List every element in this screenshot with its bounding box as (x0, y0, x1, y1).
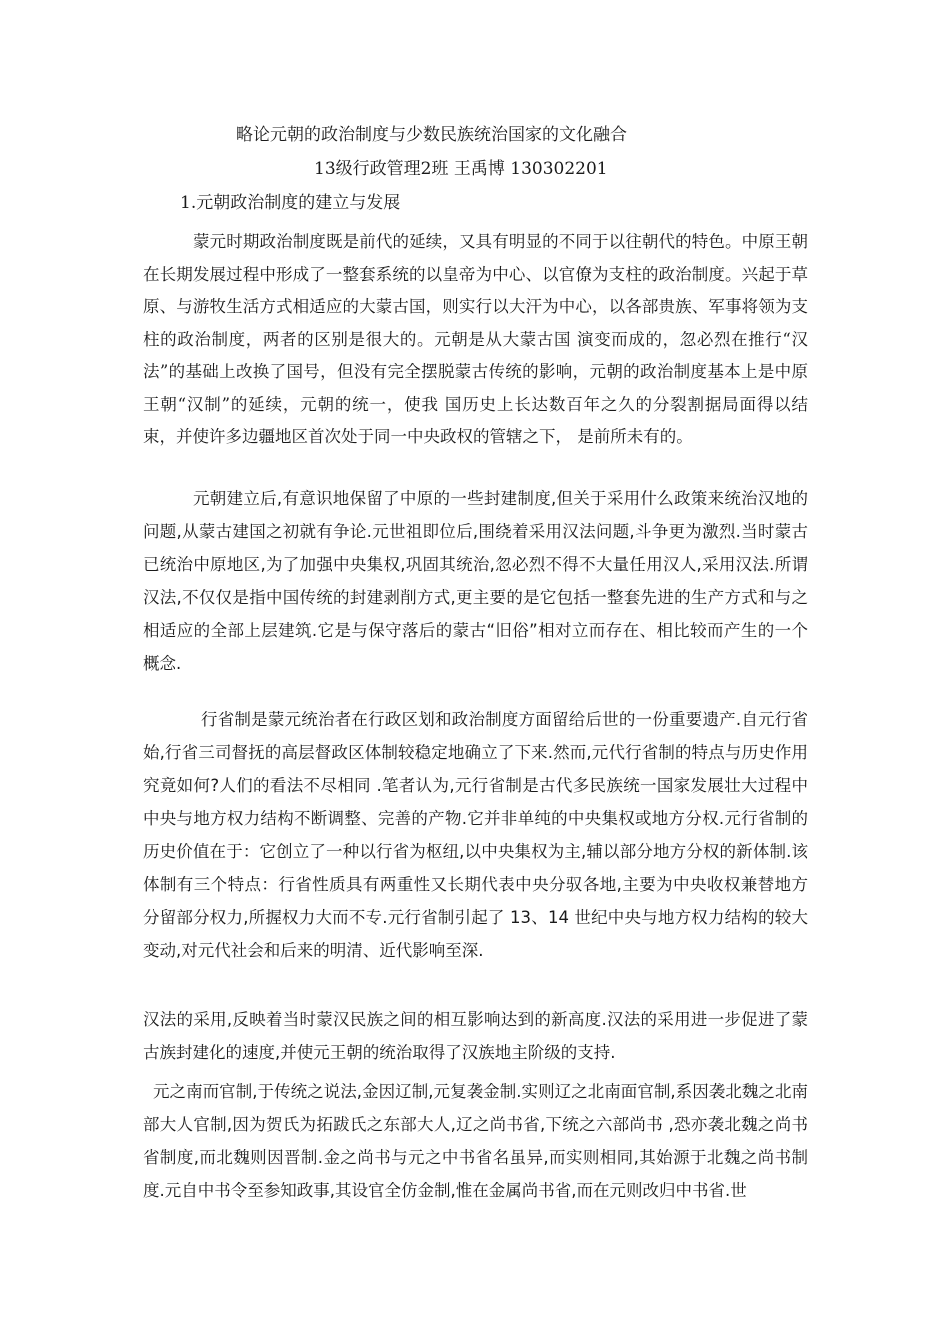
body-paragraph-1: 蒙元时期政治制度既是前代的延续，又具有明显的不同于以往朝代的特色。中原王朝在长期发展过程中形成了一整套系统的以皇帝为中心、以官僚为支柱的政治制度。兴起于草原、与游牧生活方式相适应的大蒙古国，则实行以大汗为中心，以各部贵族、军事将领为支柱的政治制度，两者的区别是很大的。元朝是从大蒙古国 演变而成的，忽必烈在推行“汉法”的基础上改换了国号，但没有完全摆脱蒙古传统的影响，元朝的政治制度基本上是中原王朝“汉制”的延续，元朝的统一，使我 国历史上长达数百年之久的分裂割据局面得以结束，并使许多边疆地区首次处于同一中央政权的管辖之下， 是前所未有的。 (143, 232, 808, 446)
document-title: 略论元朝的政治制度与少数民族统治国家的文化融合 (236, 125, 627, 145)
body-paragraph-3: 行省制是蒙元统治者在行政区划和政治制度方面留给后世的一份重要遗产.自元行省始,行省三司督抚的高层督政区体制较稳定地确立了下来.然而,元代行省制的特点与历史作用究竟如何?人们的看法不尽相同 .笔者认为,元行省制是古代多民族统一国家发展壮大过程中中央与地方权力结构不断调整、完善的产物.它并非单纯的中央集权或地方分权.元行省制的历史价值在于：它创立了一种以行省为枢纽,以中央集权为主,辅以部分地方分权的新体制.该体制有三个特点：行省性质具有两重性又长期代表中央分驭各地,主要为中央收权兼替地方分留部分权力,所握权力大而不专.元行省制引起了 13、14 世纪中央与地方权力结构的较大变动,对元代社会和后来的明清、近代影响至深. (143, 710, 808, 960)
body-paragraph-5: 元之南而官制,于传统之说法,金因辽制,元复袭金制.实则辽之北南面官制,系因袭北魏之北南部大人官制,因为贺氏为拓跋氏之东部大人,辽之尚书省,下统之六部尚书 ,恐亦袭北魏之尚书省制度,而北魏则因晋制.金之尚书与元之中书省名虽异,而实则相同,其始源于北魏之尚书制度.元自中书令至参知政事,其设官全仿金制,惟在金属尚书省,而在元则改归中书省.世 (143, 1082, 808, 1200)
body-paragraph-2: 元朝建立后,有意识地保留了中原的一些封建制度,但关于采用什么政策来统治汉地的问题,从蒙古建国之初就有争论.元世祖即位后,围绕着采用汉法问题,斗争更为激烈.当时蒙古已统治中原地区,为了加强中央集权,巩固其统治,忽必烈不得不大量任用汉人,采用汉法.所谓汉法,不仅仅是指中国传统的封建剥削方式,更主要的是它包括一整套先进的生产方式和与之相适应的全部上层建筑.它是与保守落后的蒙古“旧俗”相对立而存在、相比较而产生的一个概念. (143, 489, 808, 673)
body-paragraph-4: 汉法的采用,反映着当时蒙汉民族之间的相互影响达到的新高度.汉法的采用进一步促进了蒙古族封建化的速度,并使元王朝的统治取得了汉族地主阶级的支持. (143, 1010, 808, 1062)
section-heading: 1.元朝政治制度的建立与发展 (180, 193, 401, 213)
author-line: 13级行政管理2班 王禹博 130302201 (314, 159, 608, 179)
